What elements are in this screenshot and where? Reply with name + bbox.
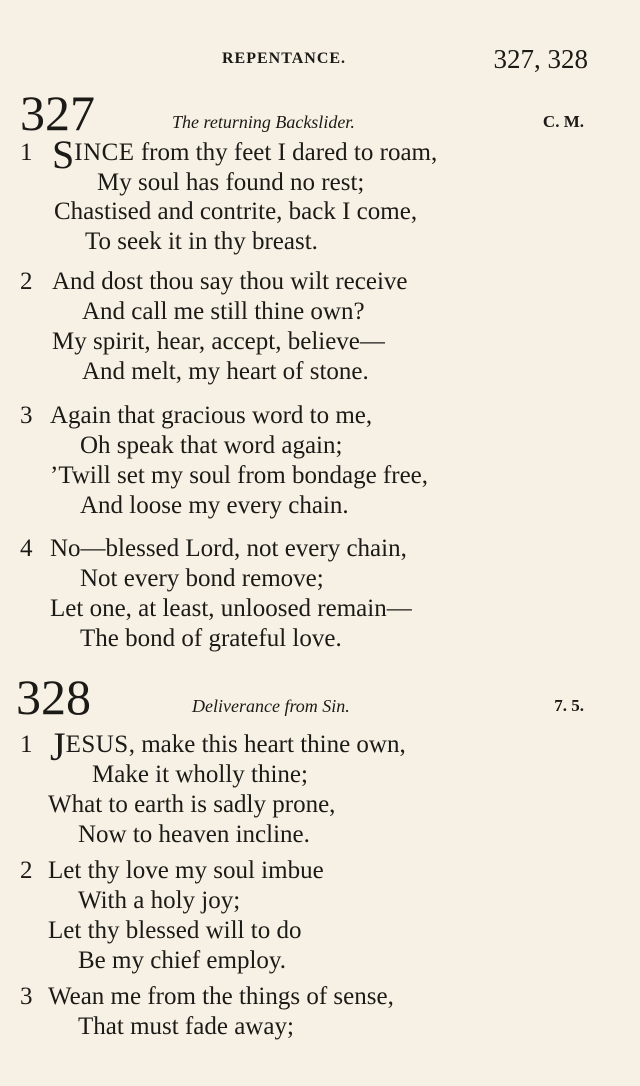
verse-line: Be my chief employ. <box>78 947 287 974</box>
verse-line: ’Twill set my soul from bondage free, <box>50 462 429 489</box>
drop-cap: S <box>52 132 75 177</box>
running-head <box>0 44 640 74</box>
hymn-header <box>0 669 640 728</box>
verse-line: Again that gracious word to me, <box>50 402 373 429</box>
verse-line: And melt, my heart of stone. <box>82 358 369 385</box>
stanza-number: 3 <box>20 402 33 429</box>
verse-line: To seek it in thy breast. <box>85 228 318 255</box>
verse-line: Oh speak that word again; <box>80 432 343 459</box>
verse-line <box>50 724 406 769</box>
verse-line: And call me still thine own? <box>82 298 365 325</box>
hymn-number: 327 <box>20 85 95 141</box>
stanza-number: 2 <box>20 857 33 884</box>
verse-line: No—blessed Lord, not every chain, <box>50 535 407 562</box>
first-line-rest: , make this heart thine own, <box>128 731 406 758</box>
stanza-number: 1 <box>20 731 33 758</box>
verse-line: That must fade away; <box>78 1013 294 1040</box>
section-title: REPENTANCE. <box>222 50 347 67</box>
verse-line: Not every bond remove; <box>80 565 324 592</box>
verse-line <box>52 132 438 177</box>
drop-cap: J <box>50 724 66 769</box>
verse-line: Let thy blessed will to do <box>48 917 302 944</box>
hymn-title: The returning Backslider. <box>172 112 355 132</box>
stanza-number: 3 <box>20 983 33 1010</box>
verse-line: My soul has found no rest; <box>97 169 365 196</box>
verse-line: And loose my every chain. <box>80 492 349 519</box>
hymn-meter: C. M. <box>542 112 584 131</box>
stanza-number: 1 <box>20 139 33 166</box>
first-word-caps: INCE <box>74 139 135 166</box>
first-word-caps: ESUS <box>65 731 129 758</box>
hymn-meter: 7. 5. <box>554 696 584 715</box>
verse-line: Chastised and contrite, back I come, <box>54 198 418 225</box>
first-line-rest: from thy feet I dared to roam, <box>134 139 438 166</box>
verse-line: With a holy joy; <box>78 887 241 914</box>
verse-line: Let thy love my soul imbue <box>48 857 324 884</box>
verse-line: Wean me from the things of sense, <box>48 983 394 1010</box>
verse-line: Let one, at least, unloosed remain— <box>50 595 412 622</box>
hymn-title: Deliverance from Sin. <box>192 696 350 716</box>
page-numbers: 327, 328 <box>493 44 588 74</box>
hymn-header <box>0 85 640 144</box>
stanza-number: 2 <box>20 268 33 295</box>
verse-line: What to earth is sadly prone, <box>48 791 336 818</box>
stanza-number: 4 <box>20 535 33 562</box>
verse-line: Make it wholly thine; <box>92 761 308 788</box>
verse-line: Now to heaven incline. <box>78 821 310 848</box>
hymn-number: 328 <box>16 669 91 725</box>
verse-line: My spirit, hear, accept, believe— <box>52 328 385 355</box>
verse-line: The bond of grateful love. <box>80 625 342 652</box>
verse-line: And dost thou say thou wilt receive <box>52 268 408 295</box>
